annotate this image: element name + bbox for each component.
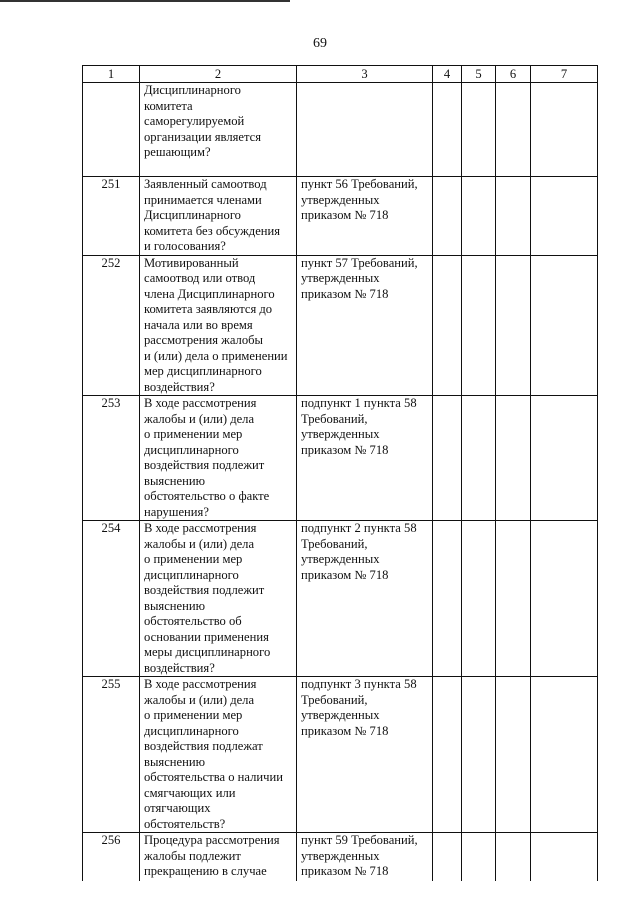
header-col-5: 5	[462, 66, 496, 83]
answer-cell-4	[433, 83, 462, 177]
reference-cell: подпункт 2 пункта 58 Требований, утвержденных приказом № 718	[297, 521, 433, 677]
question-cell: Процедура рассмотрения жалобы подлежит прекращению в случае	[140, 833, 297, 882]
answer-cell-5	[462, 677, 496, 833]
answer-cell-7	[531, 396, 598, 521]
answer-cell-4	[433, 833, 462, 882]
answer-cell-6	[496, 521, 531, 677]
question-cell: В ходе рассмотрения жалобы и (или) дела о применении мер дисциплинарного воздействия подлежит выяснению обстоятельство об основании применения меры дисциплинарного воздействия?	[140, 521, 297, 677]
page-number: 69	[313, 36, 327, 51]
answer-cell-6	[496, 677, 531, 833]
answer-cell-5	[462, 396, 496, 521]
answer-cell-6	[496, 83, 531, 177]
answer-cell-7	[531, 833, 598, 882]
answer-cell-7	[531, 83, 598, 177]
row-number: 252	[83, 255, 140, 396]
answer-cell-5	[462, 521, 496, 677]
answer-cell-5	[462, 83, 496, 177]
answer-cell-5	[462, 177, 496, 256]
reference-cell: пункт 57 Требований, утвержденных приказом № 718	[297, 255, 433, 396]
reference-cell: пункт 59 Требований, утвержденных приказом № 718	[297, 833, 433, 882]
reference-cell: пункт 56 Требований, утвержденных приказом № 718	[297, 177, 433, 256]
question-cell: В ходе рассмотрения жалобы и (или) дела о применении мер дисциплинарного воздействия подлежат выяснению обстоятельства о наличии смягчающих или отягчающих обстоятельств?	[140, 677, 297, 833]
requirements-table	[82, 65, 598, 881]
header-col-4: 4	[433, 66, 462, 83]
answer-cell-7	[531, 677, 598, 833]
answer-cell-5	[462, 833, 496, 882]
answer-cell-4	[433, 521, 462, 677]
table-row	[83, 83, 598, 177]
question-cell: Дисциплинарного комитета саморегулируемой организации является решающим?	[140, 83, 297, 177]
table-row	[83, 677, 598, 833]
table-row	[83, 255, 598, 396]
row-number	[83, 83, 140, 177]
question-cell: Заявленный самоотвод принимается членами Дисциплинарного комитета без обсуждения и голосования?	[140, 177, 297, 256]
question-cell: Мотивированный самоотвод или отвод члена Дисциплинарного комитета заявляются до начала или во время рассмотрения жалобы и (или) дела о применении мер дисциплинарного воздействия?	[140, 255, 297, 396]
answer-cell-5	[462, 255, 496, 396]
answer-cell-6	[496, 177, 531, 256]
table-row	[83, 177, 598, 256]
answer-cell-6	[496, 255, 531, 396]
row-number: 256	[83, 833, 140, 882]
row-number: 254	[83, 521, 140, 677]
header-col-7: 7	[531, 66, 598, 83]
header-row	[83, 66, 598, 83]
answer-cell-4	[433, 677, 462, 833]
header-col-6: 6	[496, 66, 531, 83]
answer-cell-7	[531, 255, 598, 396]
answer-cell-7	[531, 521, 598, 677]
question-cell: В ходе рассмотрения жалобы и (или) дела о применении мер дисциплинарного воздействия подлежит выяснению обстоятельство о факте нарушения?	[140, 396, 297, 521]
answer-cell-4	[433, 396, 462, 521]
reference-cell: подпункт 3 пункта 58 Требований, утвержденных приказом № 718	[297, 677, 433, 833]
table-row	[83, 521, 598, 677]
header-col-1: 1	[83, 66, 140, 83]
row-number: 253	[83, 396, 140, 521]
answer-cell-4	[433, 255, 462, 396]
reference-cell: подпункт 1 пункта 58 Требований, утвержденных приказом № 718	[297, 396, 433, 521]
reference-cell	[297, 83, 433, 177]
table-row	[83, 396, 598, 521]
answer-cell-6	[496, 833, 531, 882]
answer-cell-4	[433, 177, 462, 256]
header-col-2: 2	[140, 66, 297, 83]
answer-cell-7	[531, 177, 598, 256]
row-number: 255	[83, 677, 140, 833]
row-number: 251	[83, 177, 140, 256]
table-row	[83, 833, 598, 882]
scan-edge-mark	[0, 0, 290, 2]
answer-cell-6	[496, 396, 531, 521]
header-col-3: 3	[297, 66, 433, 83]
